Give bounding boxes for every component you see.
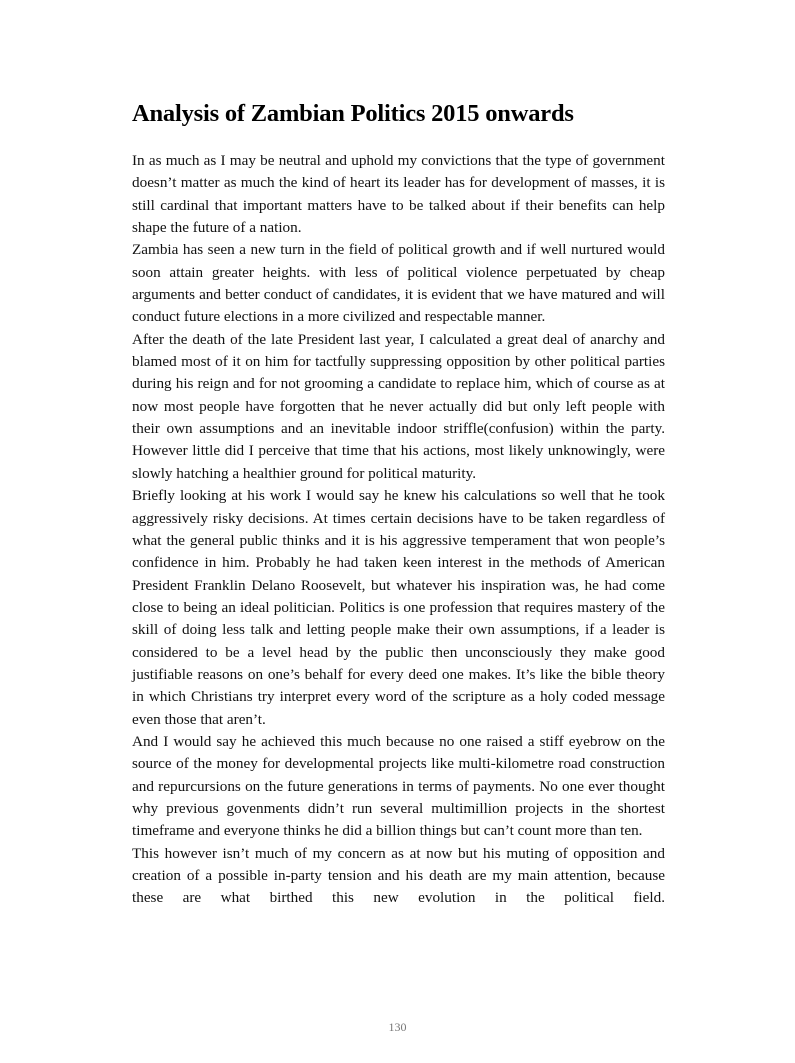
paragraph-6: This however isn’t much of my concern as at now but his muting of opposition and creation of a possible in-party tension and his death are my main attention, because these are what birthed this new evolution in the political field. <box>132 844 665 907</box>
page-number: 130 <box>388 1020 407 1034</box>
document-body <box>132 150 665 910</box>
paragraph-1: In as much as I may be neutral and uphold my convictions that the type of government doesn’t matter as much the kind of heart its leader has for development of masses, it is still cardinal that important matters have to be talked about if their benefits can help shape the future of a nation. <box>132 152 665 237</box>
document-title: Analysis of Zambian Politics 2015 onwards <box>132 100 574 127</box>
paragraph-3: After the death of the late President last year, I calculated a great deal of anarchy and blamed most of it on him for tactfully suppressing opposition by other political parties during his reign and for not grooming a candidate to replace him, which of course as at now most people have forgotten that he never actually did but only left people with their own assumptions and an inevitable indoor striffle(confusion) within the party. However little did I perceive that time that his actions, most likely unknowingly, were slowly hatching a healthier ground for political maturity. <box>132 330 665 482</box>
document-page <box>132 98 665 910</box>
paragraph-4: Briefly looking at his work I would say he knew his calculations so well that he took aggressively risky decisions. At times certain decisions have to be taken regardless of what the general public thinks and it is his aggressive temperament that won people’s confidence in him. Probably he had taken keen interest in the methods of American President Franklin Delano Roosevelt, but whatever his inspiration was, he had come close to being an ideal politician. Politics is one profession that requires mastery of the skill of doing less talk and letting people make their own assumptions, if a leader is considered to be a level head by the public then unconsciously they make good justifiable reasons on one’s behalf for every deed one makes. It’s like the bible theory in which Christians try interpret every word of the scripture as a holy coded message even those that aren’t. <box>132 487 665 728</box>
paragraph-2: Zambia has seen a new turn in the field of political growth and if well nurtured would soon attain greater heights. with less of political violence perpetuated by cheap arguments and better conduct of candidates, it is evident that we have matured and will conduct future elections in a more civilized and respectable manner. <box>132 241 665 326</box>
paragraph-5: And I would say he achieved this much because no one raised a stiff eyebrow on the source of the money for developmental projects like multi-kilometre road construction and repurcursions on the future generations in terms of payments. No one ever thought why previous govenments didn’t run several multimillion projects in the shortest timeframe and everyone thinks he did a billion things but can’t count more than ten. <box>132 732 665 840</box>
